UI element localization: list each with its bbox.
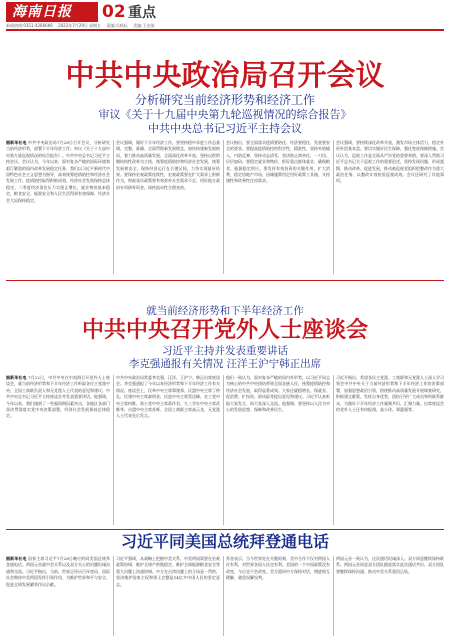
masthead <box>6 2 444 28</box>
column-divider <box>113 556 114 636</box>
story1-column-1 <box>6 140 110 274</box>
column-divider <box>113 140 114 274</box>
story2-subhead-1: 习近平主持并发表重要讲话 <box>162 345 288 357</box>
story1-column-3 <box>226 140 330 274</box>
story3-text-1: 国家主席习近平7月28日晚应约同美国总统拜登通电话。两国元首就中美关系以及双方关心的问题坦诚沟通和交流。习近平指出，当前，世界正经历百年变局，国际社会期待中美两国发挥引领作用，为维护世界和平与安全、促进全球发展繁荣作出贡献。 <box>6 556 110 587</box>
story2-text-4: 习近平指出，希望各民主党派、工商联和无党派人士深入学习领会中共中央关于当前经济形势和下半年经济工作的决策部署，加强思想政治引领，围绕推动高质量发展开展调查研究，积极建言献策，发挥自身优势，团结引导广大成员和所联系群众，为做好下半年经济工作凝聚共识、汇聚力量。出席座谈会的党外人士还有何报翔、高小玫、郑惠强等。 <box>336 375 444 413</box>
story1-subhead-2: 审议《关于十九届中央第九轮巡视情况的综合报告》 <box>98 108 352 121</box>
column-divider <box>333 375 334 525</box>
story2-dateline: 据新华社电 <box>6 375 27 380</box>
story1-text-4: 会议强调，要持续深化改革开放，激发市场主体活力，稳定外资外贸基本盘。要切实做好民生保障，强化兜底保障措施。会议认为，巡视工作是全面从严治党的重要举措，要深入贯彻习近平总书记关于巡视工作的重要论述，坚持发现问题、形成震慑，推动改革、促进发展，推动被巡视党组织把整改作为重大政治任务，以整改实效检验巡视成效。会议还研究了其他事项。 <box>336 140 444 184</box>
news-hotline: 新闻热线:0351-4286666 <box>6 23 53 28</box>
story2-column-1 <box>6 375 110 525</box>
column-divider <box>223 140 224 274</box>
story-separator <box>6 529 444 530</box>
designer-credit: 美编:王宏刚 <box>133 23 155 28</box>
story1-column-4 <box>336 140 444 274</box>
column-divider <box>223 556 224 636</box>
story1-subhead-3: 中共中央总书记习近平主持会议 <box>148 122 302 135</box>
newspaper-logo: 海南日报 <box>6 2 98 22</box>
column-divider <box>333 140 334 274</box>
story2-subhead-2: 李克强通报有关情况 汪洋王沪宁韩正出席 <box>128 358 322 370</box>
issue-date: 2022年7月29日 星期五 <box>58 23 102 28</box>
story3-text-3: 拜登表示，当今世界处在关键时刻，美中合作不仅对两国人民有利，对世界各国人民也有利。美国的一个中国政策没有改变，今后也不会改变。美方愿同中方保持对话，增进相互理解，避免误解误判。 <box>226 556 330 581</box>
story3-column-4 <box>336 556 444 636</box>
column-divider <box>223 375 224 525</box>
story1-text-3: 会议指出，要全面落实疫情要防住、经济要稳住、发展要安全的要求。要提高疫情防控的科学性、精准性，坚持外防输入、内防反弹，坚持动态清零，坚决防止简单化、一刀切、层层加码。要稳定就业和物价，抓好重点群体就业，确保粮食、能源稳定供应。要发挥有效投资的关键作用，扩大消费，稳定房地产市场，因城施策用足用好政策工具箱，支持刚性和改善性住房需求。 <box>226 140 330 184</box>
masthead-rule <box>6 29 444 31</box>
story1-column-2 <box>116 140 220 274</box>
section-label: 重点 <box>128 5 156 21</box>
story1-text-2: 会议强调，做好下半年经济工作，要坚持稳中求进工作总基调，完整、准确、全面贯彻新发展理念，加快构建新发展格局，着力推动高质量发展，全面深化改革开放，坚持以供给侧结构性改革为主线，统筹疫情防控和经济社会发展，统筹发展和安全，保持经济运行在合理区间，力争实现最好结果。要保持宏观政策连续性，宏观政策要在扩大需求上积极作为，财政货币政策要有效弥补社会需求不足，用好地方政府专项债券资金，保持流动性合理充裕。 <box>116 140 220 190</box>
story2-headline: 中共中央召开党外人士座谈会 <box>81 318 368 343</box>
story3-headline: 习近平同美国总统拜登通电话 <box>120 532 329 551</box>
story2-column-2 <box>116 375 220 525</box>
story3-text-4: 两国元首一致认为，这次通话坦诚深入。双方同意继续保持联系。两国元首同意双方团队跟进落实此次通话共识。双方团队要继续保持沟通，推动中美关系重回正轨。 <box>336 556 444 574</box>
story2-column-4 <box>336 375 444 525</box>
story3-column-1 <box>6 556 110 636</box>
story1-text-1: 中共中央政治局7月28日召开会议，分析研究当前经济形势，部署下半年经济工作；审议《关于十九届中央第九轮巡视情况的综合报告》。中共中央总书记习近平主持会议。会议认为，今年以来，面对复杂严峻的国际环境和艰巨繁重的国内改革发展稳定任务，我们以习近平新时代中国特色社会主义思想为指导，高效统筹疫情防控和经济社会发展工作，疫情防控取得积极成效，经济社会发展保持总体稳定。二季度经济顶住压力实现正增长，就业物价基本稳定，粮食安全、能源安全和人民生活得到有效保障，经济社会大局保持稳定。 <box>6 140 110 203</box>
story3-text-2: 习近平强调，从战略上把握中美关系，中美两国需要在宏观政策协调、维护全球产供链稳定、维护全球能源粮食安全等重大问题上沟通协调。中方在台湾问题上的立场是一贯的，坚决维护国家主权和领土完整是14亿多中国人民的坚定意志。 <box>116 556 220 587</box>
column-divider <box>333 556 334 636</box>
story1-headline: 中共中央政治局召开会议 <box>65 58 385 92</box>
story3-column-2 <box>116 556 220 636</box>
story2-text-2: 中共中央政治局常委李克强、汪洋、王沪宁、韩正出席座谈会。李克强通报了今年以来经济形势和下半年经济工作有关情况。座谈会上，民革中央主席郑建邦、民盟中央主席丁仲礼、民建中央主席郝明金、民进中央主席蔡达峰、农工党中央主席何维、致公党中央主席蒋作君、九三学社中央主席武维华、台盟中央主席苏辉、全国工商联主席高云龙、无党派人士代表先后发言。 <box>116 375 220 419</box>
page-number: 02 <box>102 2 126 22</box>
story3-dateline: 据新华社电 <box>6 556 27 561</box>
story2-kicker: 就当前经济形势和下半年经济工作 <box>146 305 304 317</box>
editor-credit: 责编:冯秋耘 <box>106 23 128 28</box>
story1-subhead-1: 分析研究当前经济形势和经济工作 <box>134 93 315 107</box>
story3-column-3 <box>226 556 330 636</box>
story2-text-1: 7月22日，中共中央在中南海召开党外人士座谈会，就当前经济形势和下半年经济工作听取各民主党派中央、全国工商联负责人和无党派人士代表的意见和建议。中共中央总书记习近平主持座谈会并发表重要讲话。他强调，今年以来，我们遇到了一些超预期因素冲击，各地区各部门坚决贯彻落实党中央决策部署，经济社会发展保持总体稳定。 <box>6 375 110 419</box>
story2-text-3: 他们一致认为，面对复杂严峻的国内外形势，以习近平同志为核心的中共中央团结带领全国各族人民，统筹疫情防控和经济社会发展，取得显著成效。大家还就稳增长、保就业、促消费、扩投资、防风险等提出意见和建议。习近平认真听取大家发言，同大家深入交流。他强调，要坚持以人民为中心的发展思想，保障和改善民生。 <box>226 375 330 413</box>
story1-dateline: 据新华社电 <box>6 140 27 145</box>
story2-column-3 <box>226 375 330 525</box>
column-divider <box>113 375 114 525</box>
story-separator <box>6 280 444 281</box>
